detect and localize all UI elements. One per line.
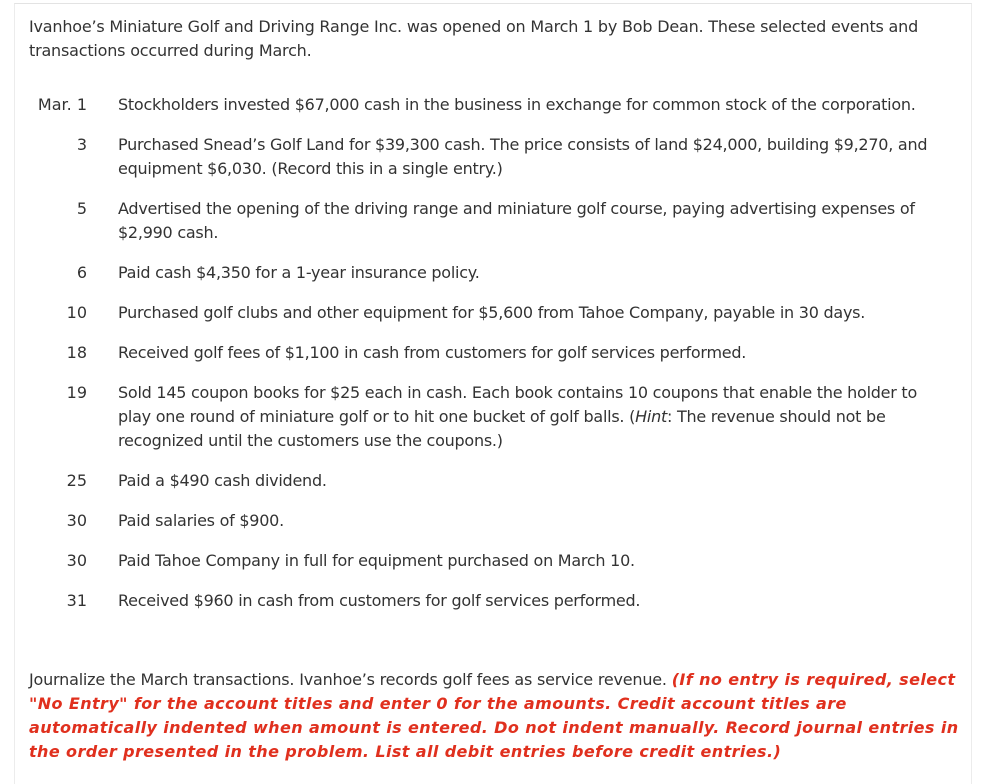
transaction-description: Received golf fees of $1,100 in cash from customers for golf services performed. — [118, 343, 747, 362]
transaction-description: Paid cash $4,350 for a 1-year insurance policy. — [118, 263, 480, 282]
transaction-text-part: Sold 145 coupon books for $25 each in cash. Each book contains 10 coupons that enable the holder to play one round of miniature golf or to hit one bucket of golf balls. ( — [118, 383, 917, 426]
transaction-description: Advertised the opening of the driving range and miniature golf course, paying advertising expenses of $2,990 cash. — [118, 199, 915, 242]
transaction-date: 3 — [76, 135, 87, 154]
transaction-description: Purchased Snead’s Golf Land for $39,300 cash. The price consists of land $24,000, building $9,270, and equipment $6,030. (Record this in a single entry.) — [118, 135, 928, 178]
transaction-date: 25 — [66, 471, 87, 490]
transaction-description: Paid Tahoe Company in full for equipment purchased on March 10. — [118, 551, 635, 570]
transaction-date: 31 — [66, 591, 87, 610]
hint-label: Hint — [635, 407, 667, 426]
transaction-description: Paid a $490 cash dividend. — [118, 471, 327, 490]
transaction-date: 30 — [66, 511, 87, 530]
transaction-text-part: : The revenue should not be recognized until the customers use the coupons.) — [118, 407, 886, 450]
problem-panel — [14, 3, 972, 784]
transaction-description: Received $960 in cash from customers for golf services performed. — [118, 591, 641, 610]
transaction-date: 6 — [76, 263, 87, 282]
transaction-date: 18 — [66, 343, 87, 362]
transaction-date: Mar. 1 — [37, 95, 87, 114]
instructions-main: Journalize the March transactions. Ivanhoe’s records golf fees as service revenue. — [29, 670, 667, 689]
transaction-description: Stockholders invested $67,000 cash in the business in exchange for common stock of the corporation. — [118, 95, 916, 114]
instructions-note: (If no entry is required, select "No Entry" for the account titles and enter 0 for the amounts. Credit account titles are automatically indented when amount is entered. Do not indent manually. Record journal entries in the order presented in the problem. List all debit entries before credit entries.) — [29, 670, 959, 761]
instructions — [29, 668, 964, 764]
transaction-date: 19 — [66, 383, 87, 402]
transaction-description: Paid salaries of $900. — [118, 511, 284, 530]
transaction-date: 30 — [66, 551, 87, 570]
transaction-description: Purchased golf clubs and other equipment for $5,600 from Tahoe Company, payable in 30 days. — [118, 303, 866, 322]
problem-intro: Ivanhoe’s Miniature Golf and Driving Range Inc. was opened on March 1 by Bob Dean. These selected events and transactions occurred during March. — [29, 17, 919, 60]
transaction-date: 5 — [76, 199, 87, 218]
transaction-description — [118, 381, 948, 453]
transaction-date: 10 — [66, 303, 87, 322]
